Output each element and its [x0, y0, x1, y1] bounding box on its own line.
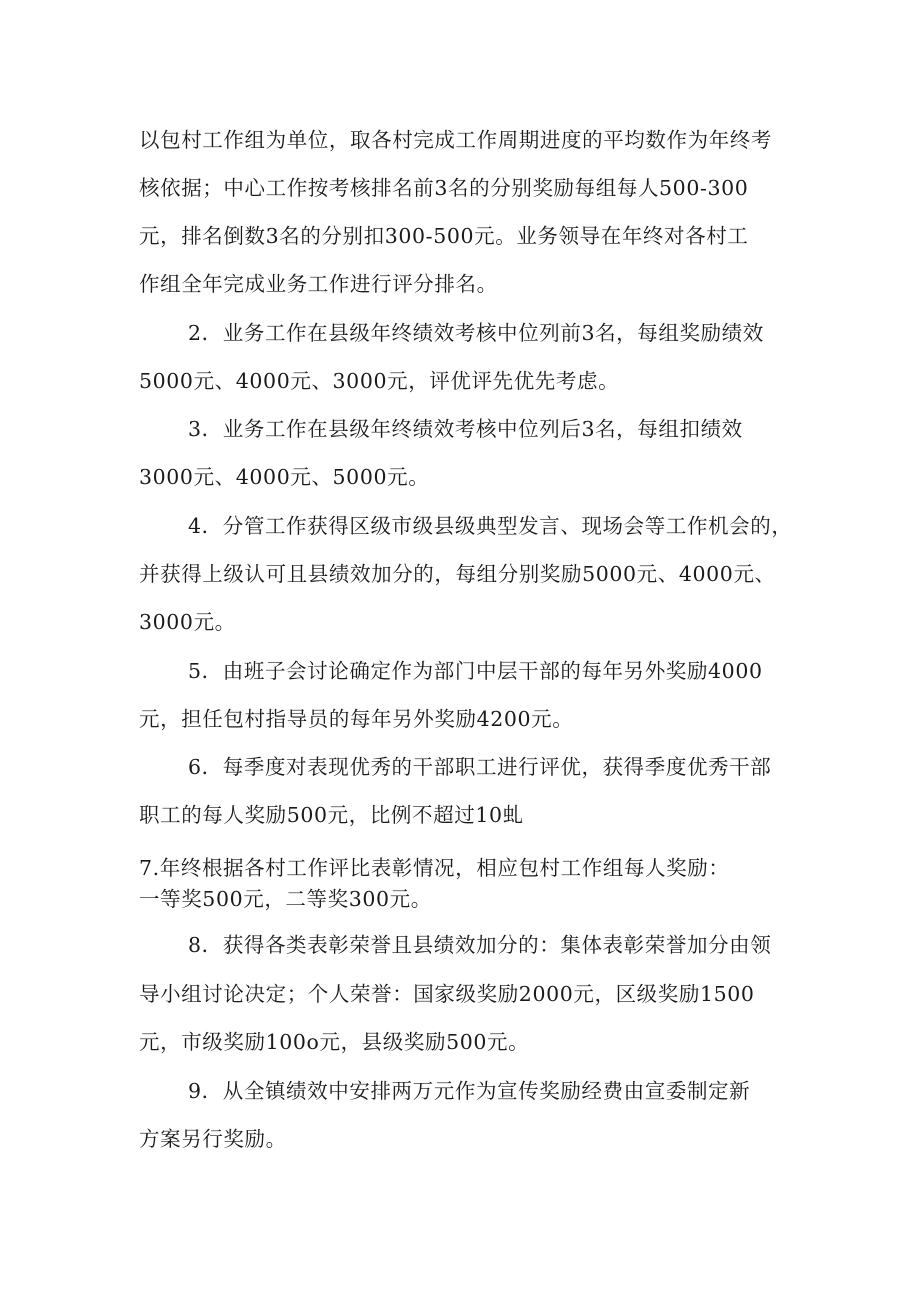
- paragraph-line: 核依据；中心工作按考核排名前3名的分别奖励每组每人500-300: [139, 176, 749, 200]
- paragraph-line: 元，排名倒数3名的分别扣300-500元。业务领导在年终对各村工: [139, 224, 749, 248]
- list-item-6-line: 职工的每人奖励500元，比例不超过10虬: [139, 803, 524, 827]
- list-item-2-line: 2．业务工作在县级年终绩效考核中位列前3名，每组奖励绩效: [188, 321, 764, 345]
- list-item-4-line: 4．分管工作获得区级市级县级典型发言、现场会等工作机会的，: [188, 514, 793, 538]
- list-item-3-line: 3．业务工作在县级年终绩效考核中位列后3名，每组扣绩效: [188, 417, 743, 441]
- list-item-2-line: 5000元、4000元、3000元，评优评先优先考虑。: [139, 369, 620, 393]
- list-item-4-line: 并获得上级认可且县绩效加分的，每组分别奖励5000元、4000元、: [139, 562, 776, 586]
- list-item-5-line: 5．由班子会讨论确定作为部门中层干部的每年另外奖励4000: [188, 659, 763, 683]
- list-item-4-line: 3000元。: [139, 610, 236, 634]
- list-item-3-line: 3000元、4000元、5000元。: [139, 465, 430, 489]
- list-item-5-line: 元，担任包村指导员的每年另外奖励4200元。: [139, 707, 574, 731]
- list-item-7-line: 一等奖500元，二等奖300元。: [139, 887, 432, 911]
- list-item-6-line: 6．每季度对表现优秀的干部职工进行评优，获得季度优秀干部: [188, 755, 772, 779]
- list-item-9-line: 9．从全镇绩效中安排两万元作为宣传奖励经费由宣委制定新: [188, 1079, 751, 1103]
- list-item-9-line: 方案另行奖励。: [139, 1127, 287, 1151]
- paragraph-line: 以包村工作组为单位，取各村完成工作周期进度的平均数作为年终考: [139, 128, 772, 152]
- list-item-7-line: 7.年终根据各村工作评比表彰情况，相应包村工作组每人奖励：: [139, 856, 730, 880]
- list-item-8-line: 8．获得各类表彰荣誉且县绩效加分的：集体表彰荣誉加分由领: [188, 933, 772, 957]
- list-item-8-line: 元，市级奖励100o元，县级奖励500元。: [139, 1030, 530, 1054]
- paragraph-line: 作组全年完成业务工作进行评分排名。: [139, 272, 498, 296]
- list-item-8-line: 导小组讨论决定；个人荣誉：国家级奖励2000元，区级奖励1500: [139, 982, 755, 1006]
